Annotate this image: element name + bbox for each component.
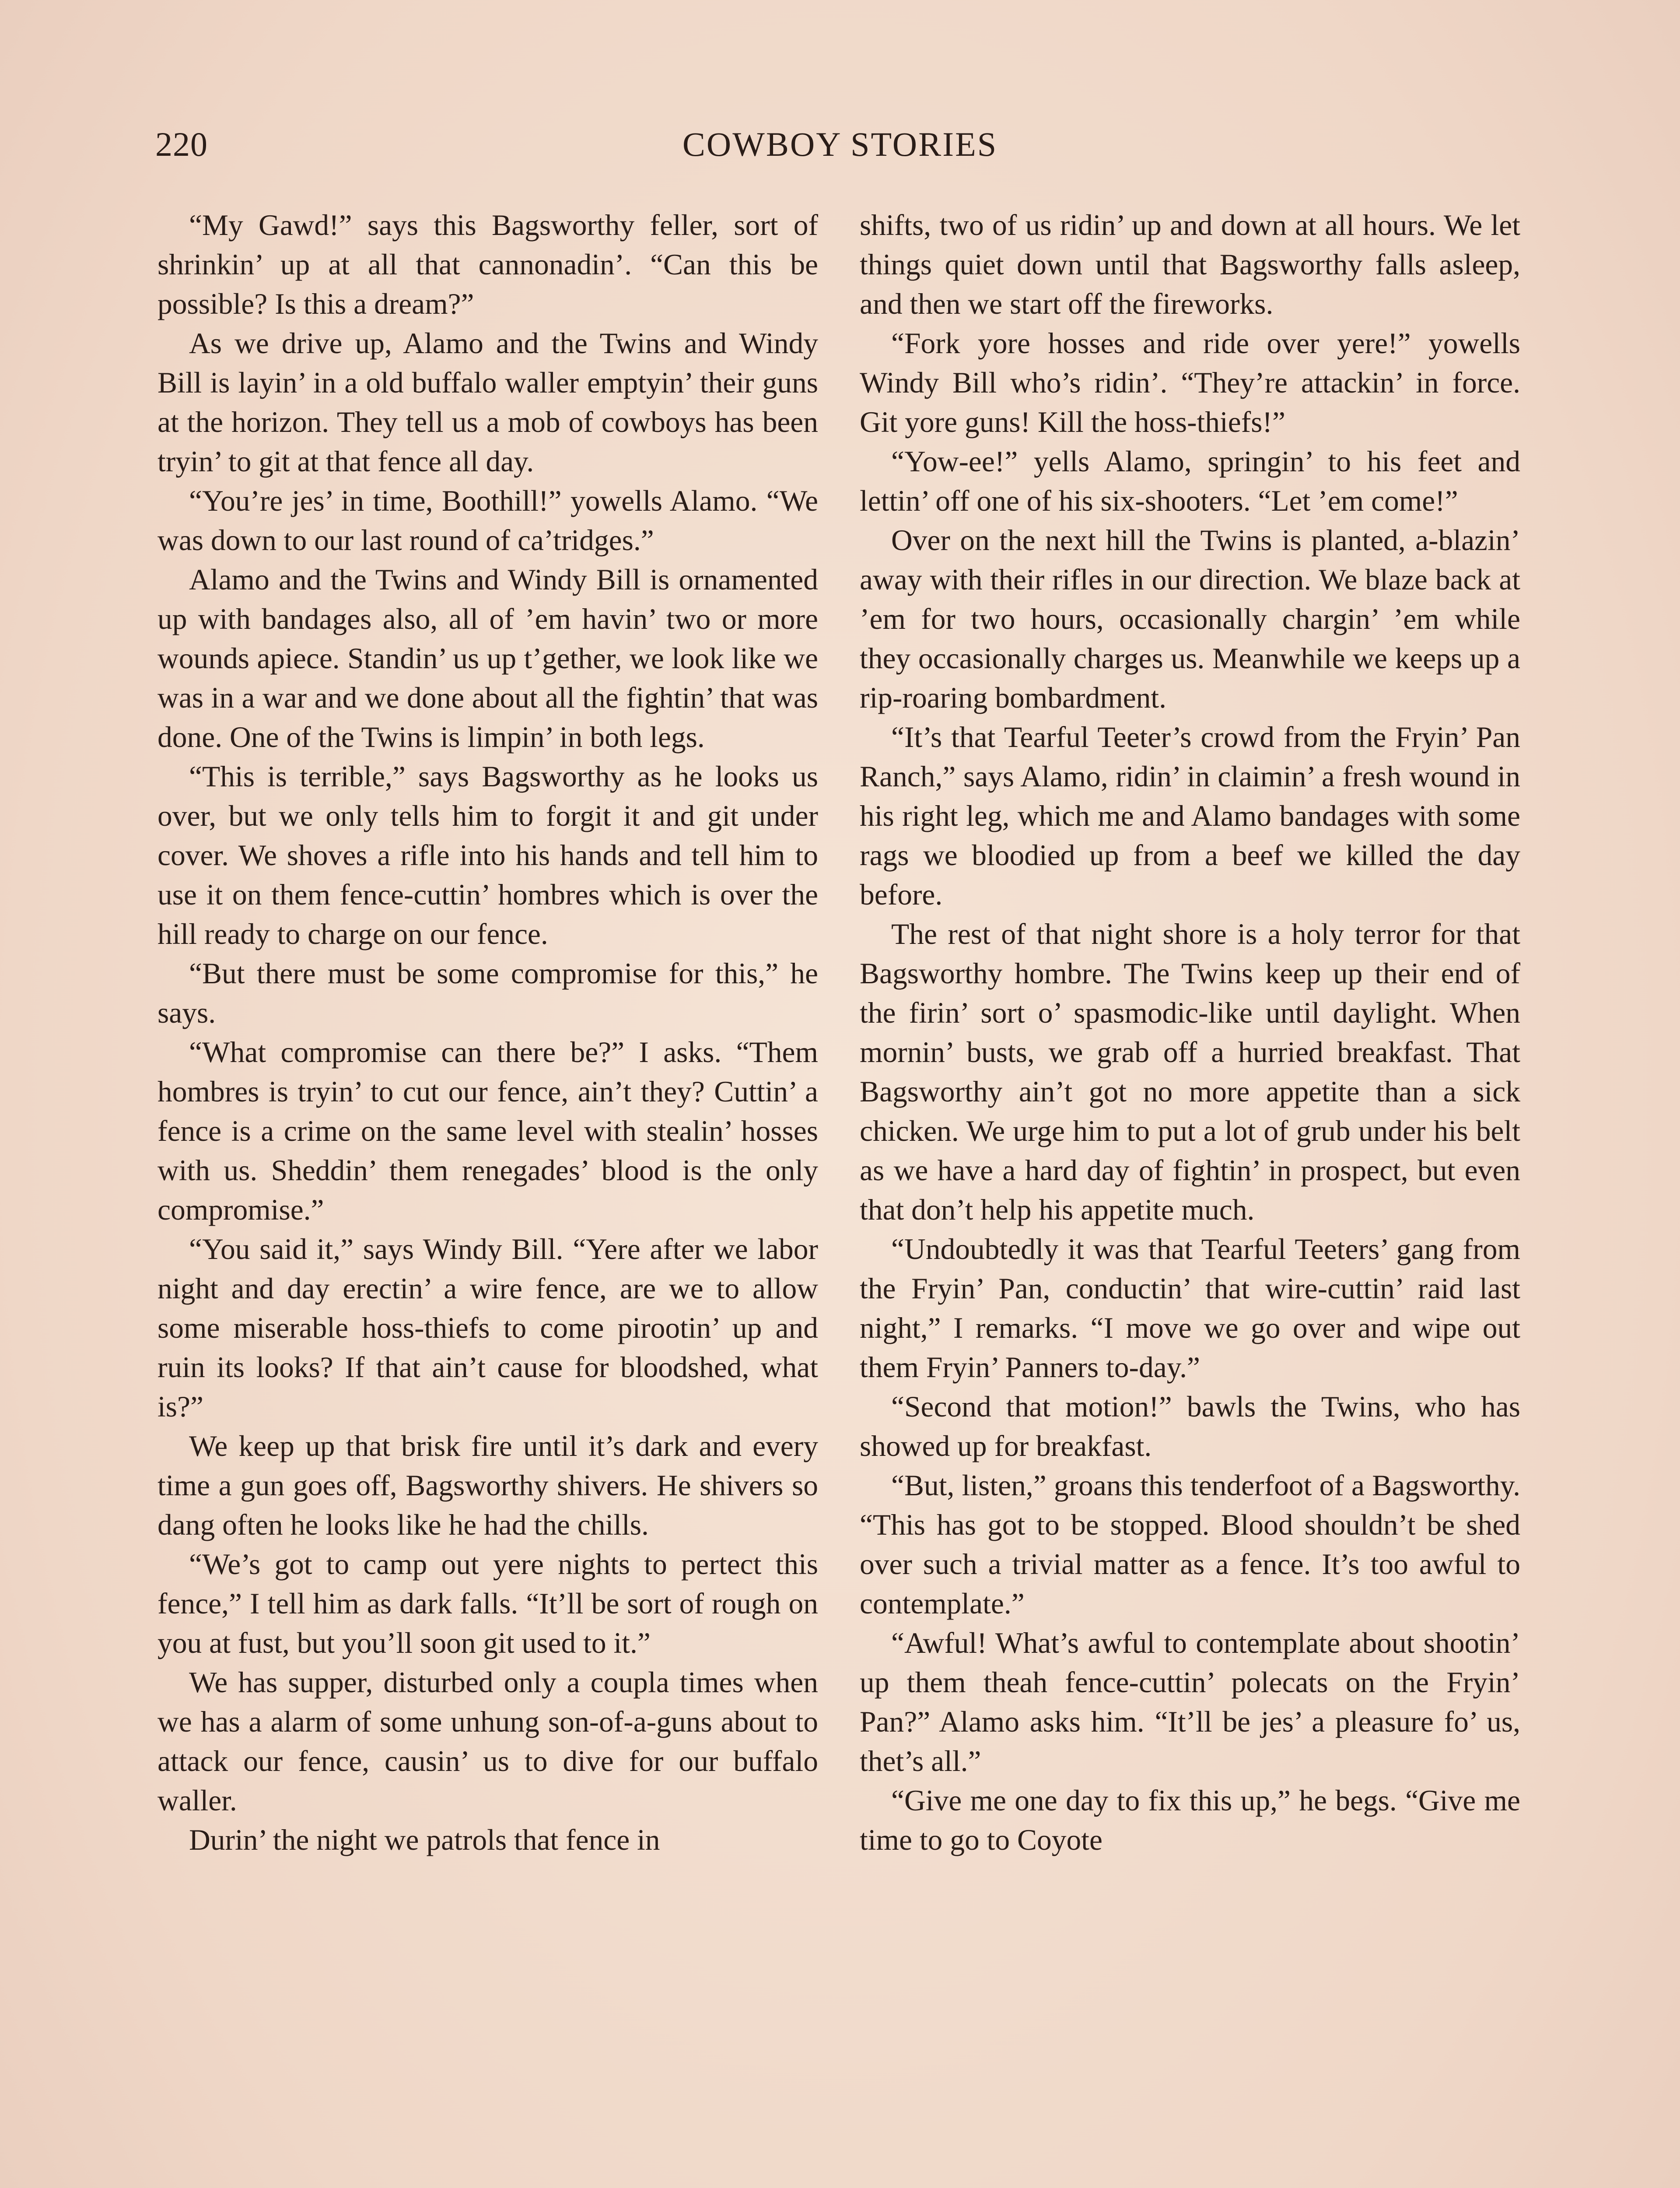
- paragraph: Alamo and the Twins and Windy Bill is ornamented up with bandages also, all of ’em havin’ two or more wounds apiece. Standin’ us up t’gether, we look like we was in a war and we done about all the fightin’ that was done. One of the Twins is limpin’ in both legs.: [158, 563, 818, 754]
- page-number: 220: [155, 125, 208, 163]
- paragraph: We has supper, disturbed only a coupla times when we has a alarm of some unhung son-of-a-guns about to attack our fence, causin’ us to dive for our buffalo waller.: [158, 1666, 818, 1817]
- paragraph: Durin’ the night we patrols that fence in: [189, 1823, 660, 1856]
- paragraph: “You’re jes’ in time, Boothill!” yowells Alamo. “We was down to our last round of ca’tridges.”: [158, 484, 818, 557]
- paragraph: “My Gawd!” says this Bagsworthy feller, sort of shrinkin’ up at all that cannonadin’. “Can this be possible? Is this a dream?”: [158, 209, 818, 320]
- paragraph: “Undoubtedly it was that Tearful Teeters’ gang from the Fryin’ Pan, conductin’ that wire-cuttin’ raid last night,” I remarks. “I move we go over and wipe out them Fryin’ Panners to-day.”: [860, 1233, 1520, 1384]
- paragraph: “This is terrible,” says Bagsworthy as he looks us over, but we only tells him to forgit it and git under cover. We shoves a rifle into his hands and tell him to use it on them fence-cuttin’ hombres which is over the hill ready to charge on our fence.: [158, 760, 818, 950]
- paragraph: “You said it,” says Windy Bill. “Yere after we labor night and day erectin’ a wire fence, are we to allow some miserable hoss-thiefs to come pirootin’ up and ruin its looks? If that ain’t cause for bloodshed, what is?”: [158, 1233, 818, 1423]
- paragraph: “Fork yore hosses and ride over yere!” yowells Windy Bill who’s ridin’. “They’re attackin’ in force. Git yore guns! Kill the hoss-thiefs!”: [860, 327, 1520, 438]
- paragraph: shifts, two of us ridin’ up and down at all hours. We let things quiet down until that Bagsworthy falls asleep, and then we start off the fireworks.: [860, 209, 1520, 320]
- paragraph: As we drive up, Alamo and the Twins and Windy Bill is layin’ in a old buffalo waller emptyin’ their guns at the horizon. They tell us a mob of cowboys has been tryin’ to git at that fence all day.: [158, 327, 818, 478]
- right-text-column: [860, 206, 1520, 1860]
- paragraph: “It’s that Tearful Teeter’s crowd from the Fryin’ Pan Ranch,” says Alamo, ridin’ in claimin’ a fresh wound in his right leg, which me and Alamo bandages with some rags we bloodied up from a beef we killed the day before.: [860, 721, 1520, 911]
- paragraph: “What compromise can there be?” I asks. “Them hombres is tryin’ to cut our fence, ain’t they? Cuttin’ a fence is a crime on the same level with stealin’ hosses with us. Sheddin’ them renegades’ blood is the only compromise.”: [158, 1036, 818, 1226]
- paragraph: “Second that motion!” bawls the Twins, who has showed up for breakfast.: [860, 1390, 1520, 1462]
- paragraph: “Yow-ee!” yells Alamo, springin’ to his feet and lettin’ off one of his six-shooters. “Let ’em come!”: [860, 445, 1520, 517]
- paragraph: “But there must be some compromise for this,” he says.: [158, 957, 818, 1029]
- paragraph: “Awful! What’s awful to contemplate about shootin’ up them theah fence-cuttin’ polecats on the Fryin’ Pan?” Alamo asks him. “It’ll be jes’ a pleasure fo’ us, thet’s all.”: [860, 1627, 1520, 1778]
- paragraph: “But, listen,” groans this tenderfoot of a Bagsworthy. “This has got to be stopped. Blood shouldn’t be shed over such a trivial matter as a fence. It’s too awful to contemplate.”: [860, 1469, 1520, 1620]
- paragraph: We keep up that brisk fire until it’s dark and every time a gun goes off, Bagsworthy shivers. He shivers so dang often he looks like he had the chills.: [158, 1430, 818, 1541]
- running-head: COWBOY STORIES: [682, 125, 998, 163]
- paragraph: Over on the next hill the Twins is planted, a-blazin’ away with their rifles in our direction. We blaze back at ’em for two hours, occasionally chargin’ ’em while they occasionally charges us. Meanwhile we keeps up a rip-roaring bombardment.: [860, 524, 1520, 714]
- page-header: [155, 125, 1525, 173]
- left-text-column: [158, 206, 818, 1860]
- paragraph: “Give me one day to fix this up,” he begs. “Give me time to go to Coyote: [860, 1784, 1520, 1856]
- paragraph: “We’s got to camp out yere nights to pertect this fence,” I tell him as dark falls. “It’ll be sort of rough on you at fust, but you’ll soon git used to it.”: [158, 1548, 818, 1659]
- paragraph: The rest of that night shore is a holy terror for that Bagsworthy hombre. The Twins keep up their end of the firin’ sort o’ spasmodic-like until daylight. When mornin’ busts, we grab off a hurried breakfast. That Bagsworthy ain’t got no more appetite than a sick chicken. We urge him to put a lot of grub under his belt as we have a hard day of fightin’ in prospect, but even that don’t help his appetite much.: [860, 918, 1520, 1226]
